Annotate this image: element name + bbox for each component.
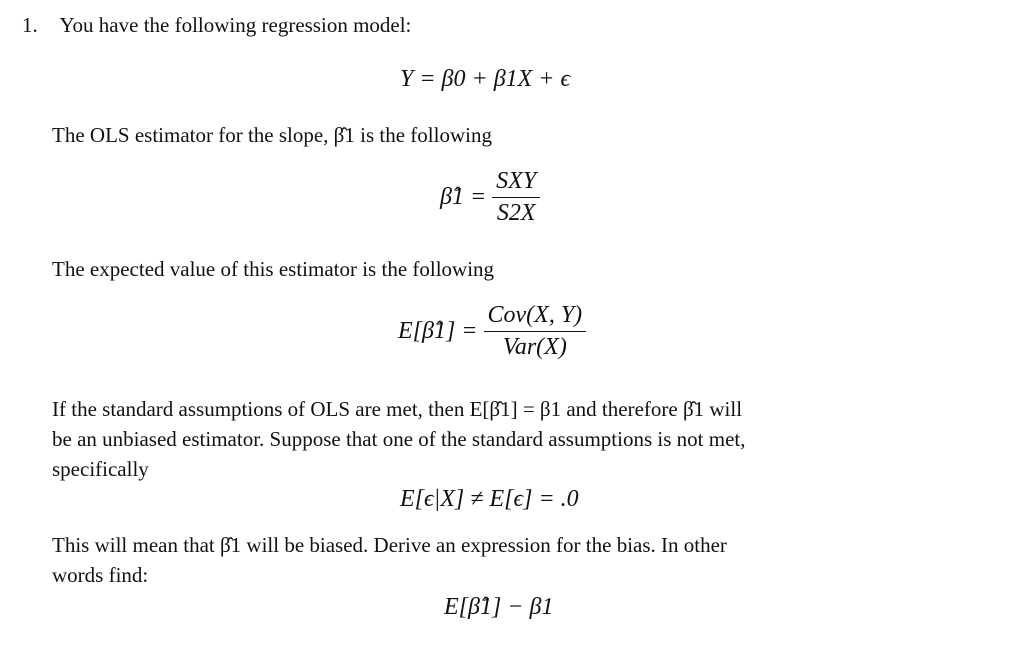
estimator-fraction [492, 168, 540, 227]
assumption-paragraph [52, 394, 952, 484]
estimator-denominator: S2X [496, 200, 536, 226]
bias-equation [444, 594, 553, 621]
bias-paragraph [52, 530, 952, 590]
estimator-equation [440, 168, 540, 227]
problem-intro-line [22, 12, 411, 38]
estimator-numerator: SXY [492, 168, 540, 198]
assumption-line-1: If the standard assumptions of OLS are met, then E[β̂1] = β1 and therefore β̂1 will [52, 397, 743, 421]
ols-intro-text: The OLS estimator for the slope, β̂1 is the following [52, 123, 492, 147]
expected-equation [398, 302, 586, 361]
bias-line-1: This will mean that β̂1 will be biased. Derive an expression for the bias. In other [52, 533, 727, 557]
bias-equation-text: E[β̂1] − β1 [444, 594, 554, 620]
problem-intro-text: You have the following regression model: [59, 13, 412, 37]
violation-equation [400, 486, 579, 513]
estimator-lhs: β̂1 = [440, 184, 487, 210]
bias-line-2: words find: [52, 563, 149, 587]
problem-number: 1. [22, 13, 38, 37]
expected-fraction [484, 302, 587, 361]
assumption-line-2: be an unbiased estimator. Suppose that one of the standard assumptions is not met, [52, 427, 746, 451]
ols-intro-line [52, 122, 492, 148]
assumption-line-3: specifically [52, 457, 149, 481]
violation-equation-text: E[ϵ|X] ≠ E[ϵ] = .0 [400, 486, 579, 512]
expected-intro-line [52, 256, 494, 282]
expected-lhs: E[β̂1] = [398, 318, 478, 344]
expected-denominator: Var(X) [502, 334, 567, 360]
model-equation-text: Y = β0 + β1X + ϵ [400, 66, 571, 92]
expected-intro-text: The expected value of this estimator is the following [52, 257, 495, 281]
model-equation [400, 66, 570, 93]
expected-numerator: Cov(X, Y) [484, 302, 587, 332]
